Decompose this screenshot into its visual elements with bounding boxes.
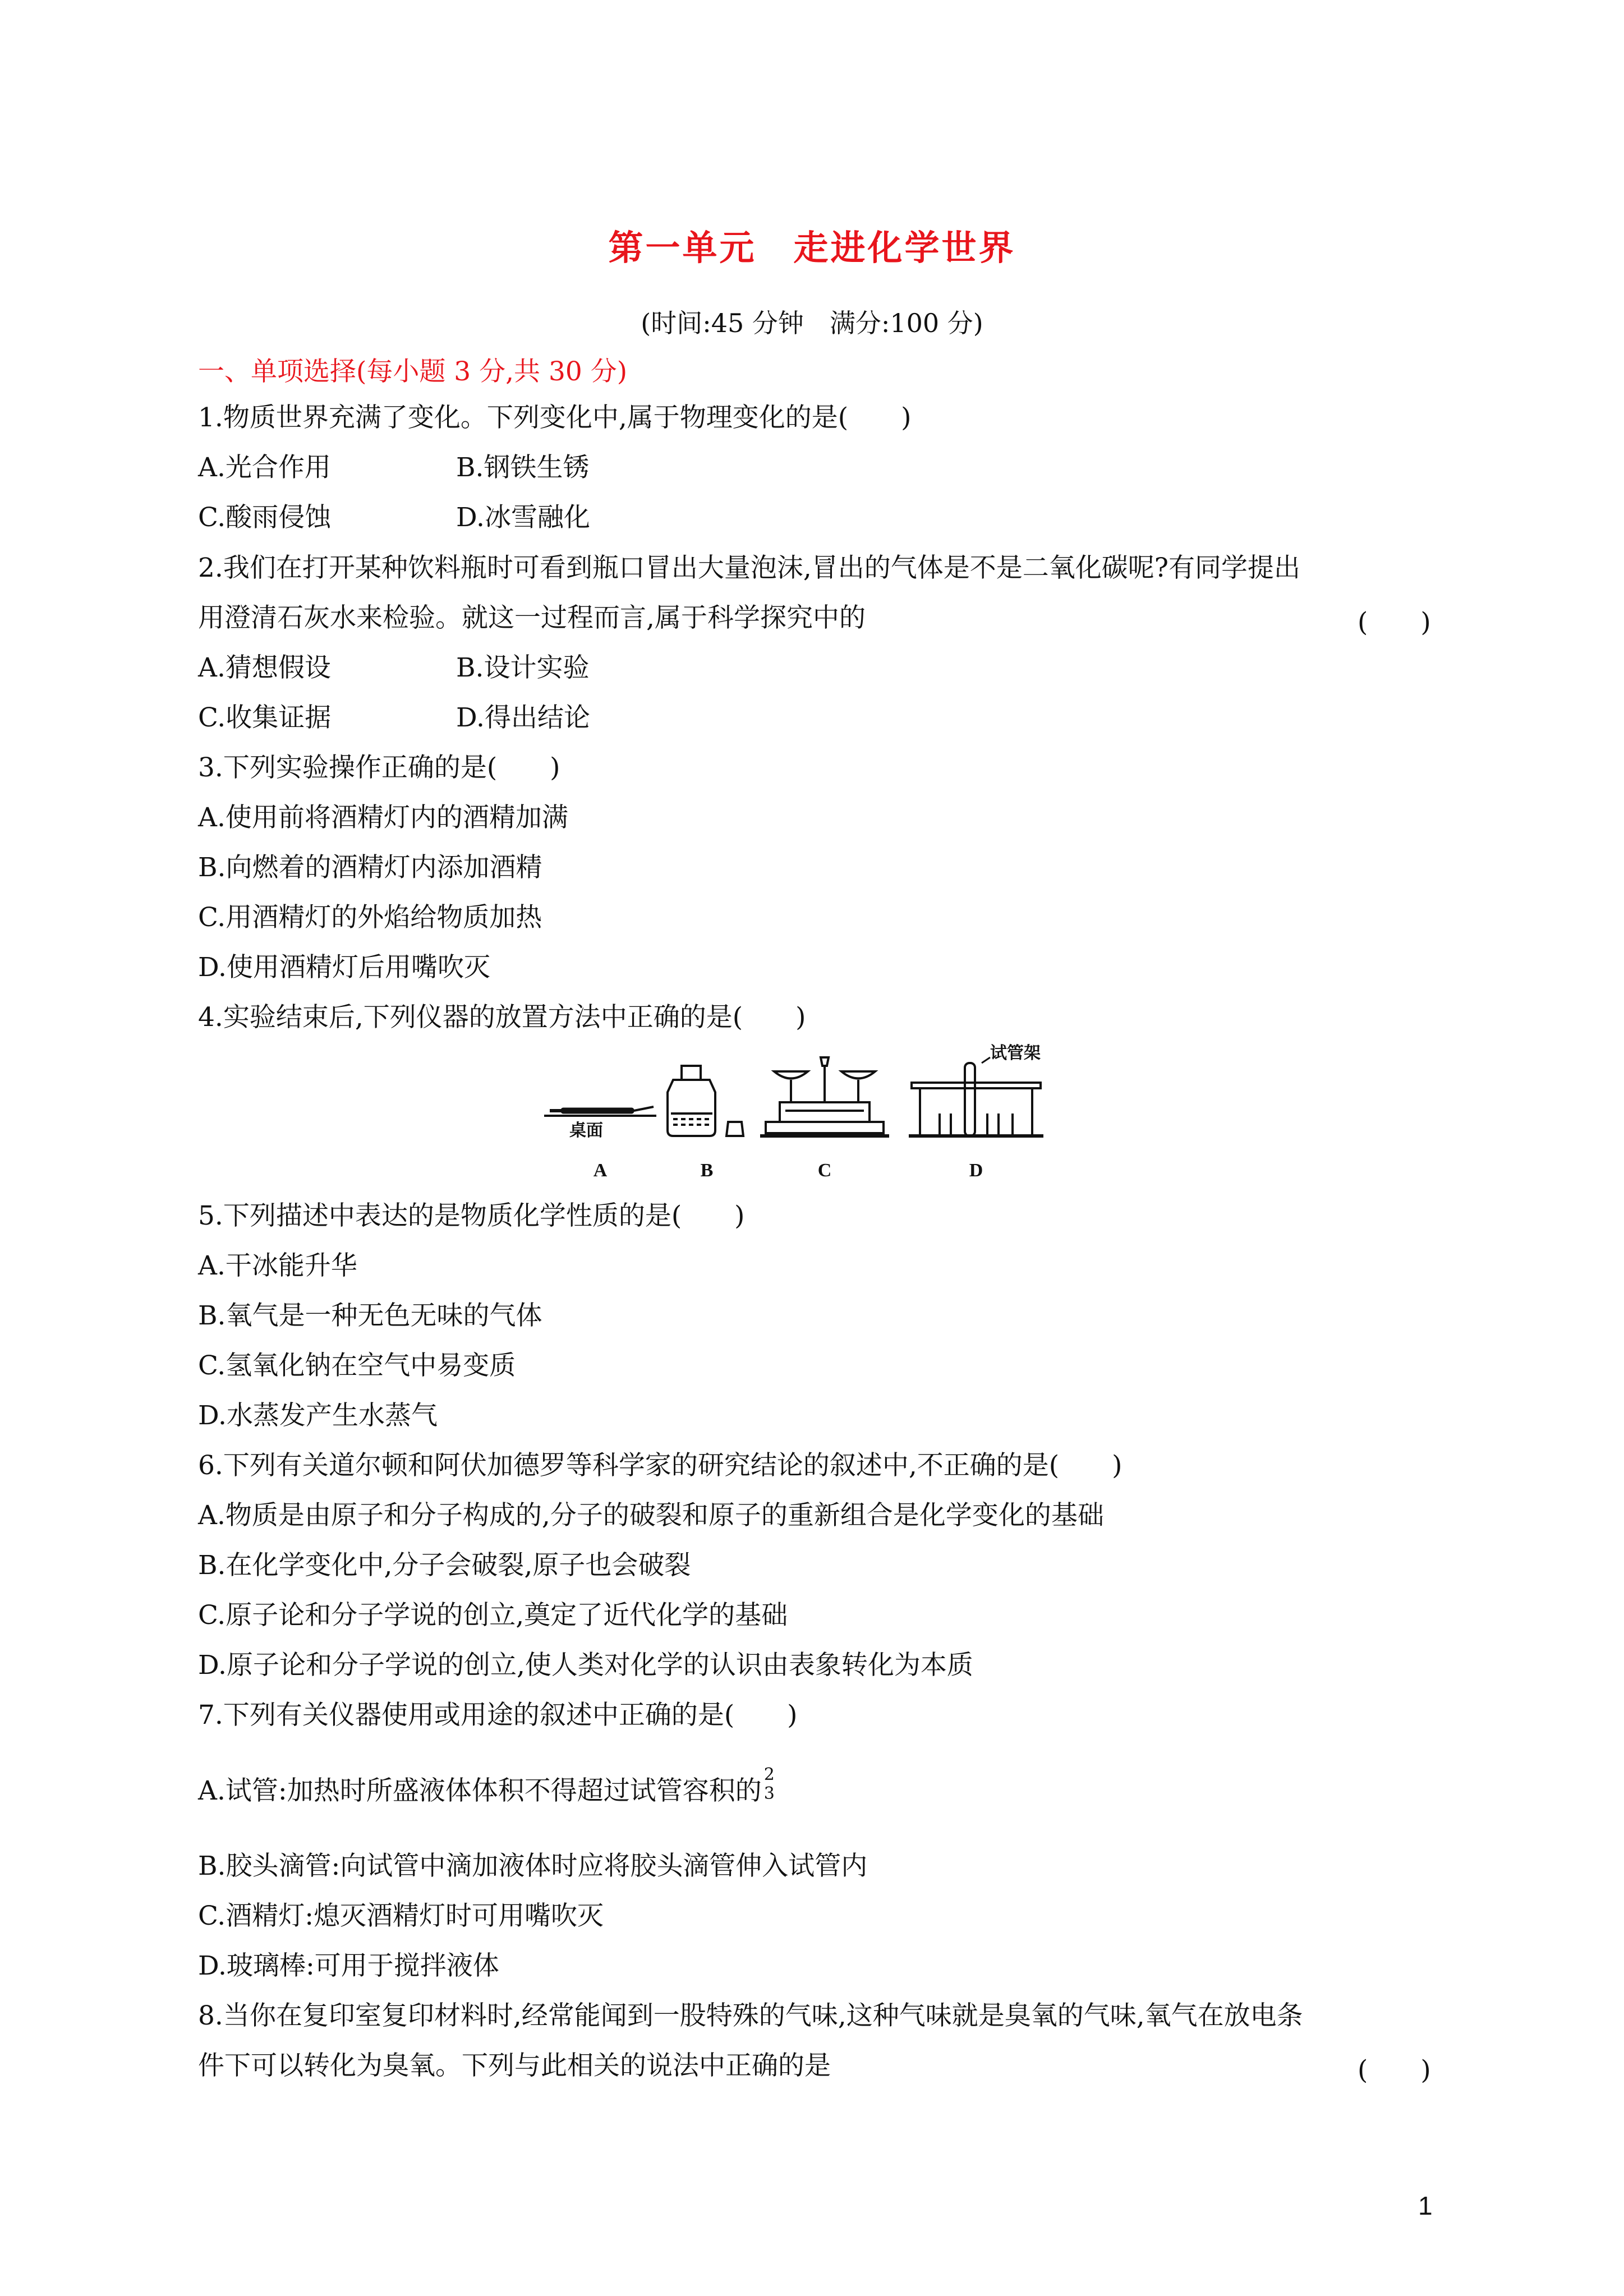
section-heading: 一、单项选择(每小题 3 分,共 30 分) [198, 356, 628, 387]
lab-apparatus-figure [539, 1041, 1099, 1192]
fraction-numerator: 2 [763, 1765, 775, 1784]
question-2-options-row-1 [198, 651, 589, 685]
question-2-options-row-2 [198, 701, 590, 735]
option-d: D.得出结论 [456, 702, 590, 733]
figure-label-a: A [593, 1160, 608, 1181]
desk-label: 桌面 [569, 1121, 603, 1140]
question-6-option-d: D.原子论和分子学说的创立,使人类对化学的认识由表象转化为本质 [198, 1650, 973, 1681]
figure-d-test-tube-rack [909, 1043, 1043, 1136]
rack-label: 试管架 [990, 1043, 1041, 1063]
question-4-stem: 4.实验结束后,下列仪器的放置方法中正确的是( ) [198, 1002, 806, 1033]
question-6-option-c: C.原子论和分子学说的创立,奠定了近代化学的基础 [198, 1600, 788, 1631]
question-8-answer-paren: ( ) [1358, 2055, 1431, 2086]
question-2-stem-line-2: 用澄清石灰水来检验。就这一过程而言,属于科学探究中的 [198, 602, 866, 633]
question-5-stem: 5.下列描述中表达的是物质化学性质的是( ) [198, 1200, 745, 1231]
question-5-option-b: B.氧气是一种无色无味的气体 [198, 1300, 542, 1331]
question-5-option-d: D.水蒸发产生水蒸气 [198, 1400, 438, 1431]
question-7-stem: 7.下列有关仪器使用或用途的叙述中正确的是( ) [198, 1700, 798, 1731]
figure-b-reagent-bottle [668, 1066, 743, 1136]
question-1-options-row-1 [198, 451, 589, 485]
question-5-option-a: A.干冰能升华 [198, 1250, 357, 1281]
question-3-option-c: C.用酒精灯的外焰给物质加热 [198, 902, 542, 933]
question-3-stem: 3.下列实验操作正确的是( ) [198, 752, 560, 783]
question-2-answer-paren: ( ) [1358, 607, 1431, 638]
question-6-stem: 6.下列有关道尔顿和阿伏加德罗等科学家的研究结论的叙述中,不正确的是( ) [198, 1450, 1122, 1481]
option-c: C.酸雨侵蚀 [198, 502, 332, 533]
option-b: B.钢铁生锈 [456, 452, 590, 483]
figure-label-c: C [817, 1160, 832, 1181]
question-1-options-row-2 [198, 501, 590, 535]
question-7-option-b: B.胶头滴管:向试管中滴加液体时应将胶头滴管伸入试管内 [198, 1851, 868, 1881]
option-d: D.冰雪融化 [456, 502, 590, 533]
figure-c-balance [760, 1057, 889, 1136]
question-5-option-c: C.氢氧化钠在空气中易变质 [198, 1350, 516, 1381]
figure-a-brush-on-desk [544, 1107, 656, 1140]
question-8-stem-line-2: 件下可以转化为臭氧。下列与此相关的说法中正确的是 [198, 2050, 831, 2081]
exam-info: (时间:45 分钟 满分:100 分) [641, 308, 983, 338]
question-1-stem: 1.物质世界充满了变化。下列变化中,属于物理变化的是( ) [198, 402, 912, 433]
page-number: 1 [1418, 2191, 1433, 2220]
question-6-option-b: B.在化学变化中,分子会破裂,原子也会破裂 [198, 1550, 691, 1581]
question-7-option-a: A.试管:加热时所盛液体体积不得超过试管容积的 [198, 1775, 762, 1806]
question-7-option-d: D.玻璃棒:可用于搅拌液体 [198, 1950, 499, 1981]
question-2-stem-line-1: 2.我们在打开某种饮料瓶时可看到瓶口冒出大量泡沫,冒出的气体是不是二氧化碳呢?有同学提出 [198, 553, 1300, 583]
question-3-option-b: B.向燃着的酒精灯内添加酒精 [198, 852, 542, 883]
fraction-denominator: 3 [763, 1784, 775, 1803]
option-b: B.设计实验 [456, 652, 590, 683]
option-a: A.光合作用 [198, 452, 331, 483]
question-3-option-a: A.使用前将酒精灯内的酒精加满 [198, 802, 568, 833]
option-c: C.收集证据 [198, 702, 332, 733]
question-6-option-a: A.物质是由原子和分子构成的,分子的破裂和原子的重新组合是化学变化的基础 [198, 1500, 1104, 1531]
fraction-two-thirds [764, 1765, 775, 1803]
question-8-stem-line-1: 8.当你在复印室复印材料时,经常能闻到一股特殊的气味,这种气味就是臭氧的气味,氧气在放电条 [198, 2000, 1303, 2031]
question-3-option-d: D.使用酒精灯后用嘴吹灭 [198, 952, 490, 983]
option-a: A.猜想假设 [198, 652, 331, 683]
question-7-option-c: C.酒精灯:熄灭酒精灯时可用嘴吹灭 [198, 1901, 604, 1931]
figure-label-d: D [969, 1160, 983, 1181]
question-7-option-a-row [198, 1765, 775, 1808]
figure-label-b: B [700, 1160, 714, 1181]
page-title: 第一单元 走进化学世界 [608, 227, 1016, 268]
